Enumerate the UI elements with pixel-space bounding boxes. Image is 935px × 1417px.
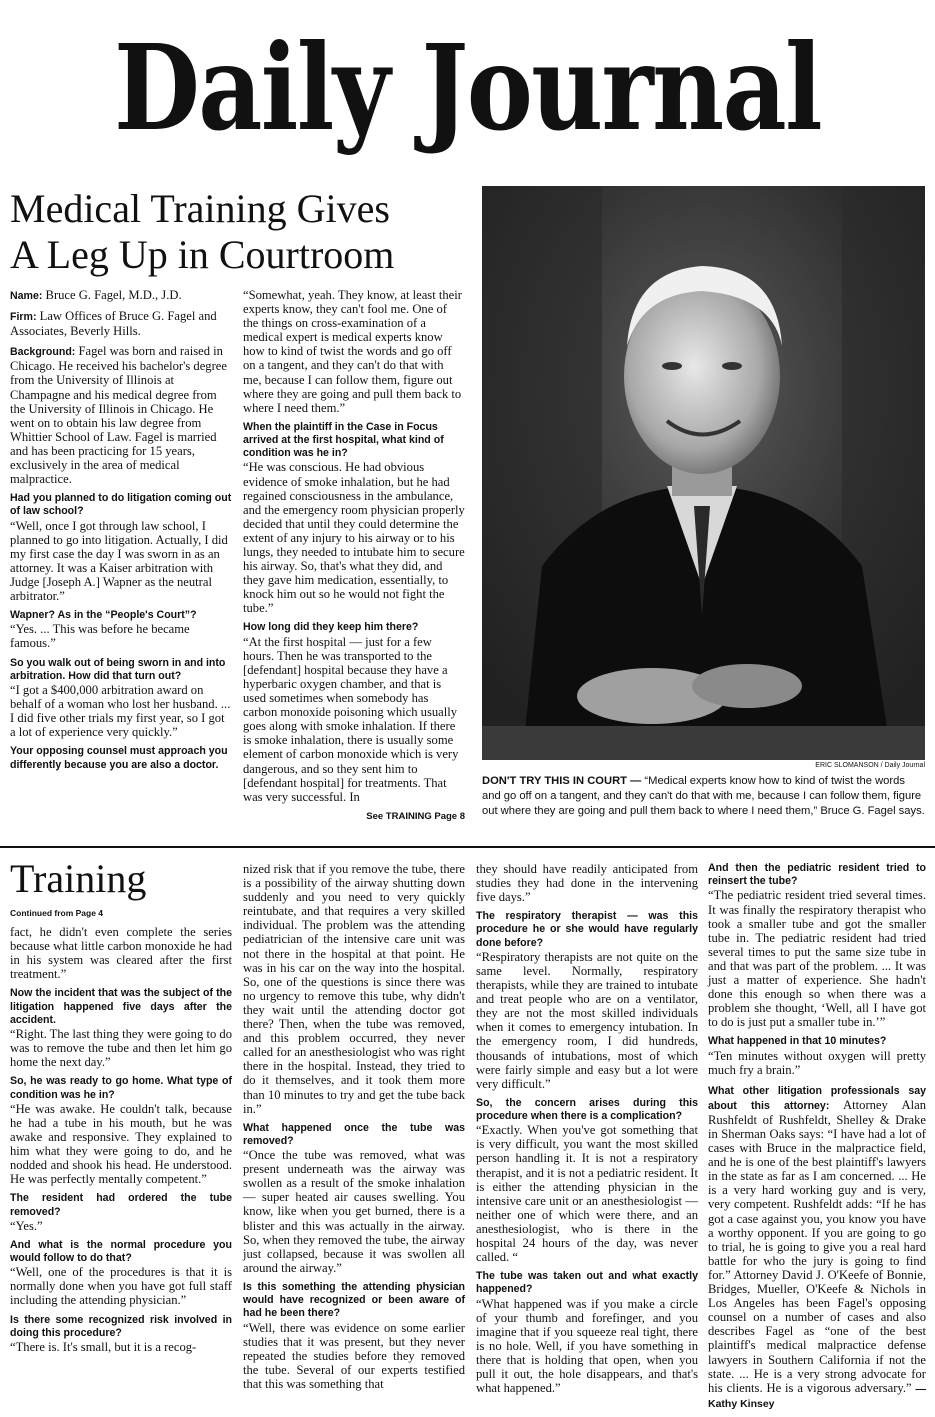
answer: “Well, one of the procedures is that it is normally done when you have got full staff including the attending physician.” <box>10 1265 232 1308</box>
headline <box>10 186 470 278</box>
background-value: Fagel was born and raised in Chicago. He received his bachelor's degree from the University of Illinois at Champagne and his medical degree from the University of Illinois in Chicago. He went on to obtain his law degree from Whittier School of Law. Fagel is married and has been practicing for 15 years, exclusively in the area of medical malpractice. <box>10 344 227 487</box>
name-value: Bruce G. Fagel, M.D., J.D. <box>42 288 182 302</box>
answer: “At the first hospital — just for a few hours. Then he was transported to the [defendant] hospital because they have a hyperbaric oxygen chamber, and that is used sometimes when somebody has carbon monoxide poisoning which usually goes along with smoke inhalation. If there is smoke inhalation, there is usually some element of carbon monoxide which is very dangerous, and so they sent him to [defendant hospital] for treatments. That was very successful. In <box>243 634 459 804</box>
answer: “I got a $400,000 arbitration award on behalf of a woman who lost her husband. ... I did five other trials my first year, so I got a lot of experience very quickly.” <box>10 682 231 740</box>
paragraph: fact, he didn't even complete the series because what little carbon monoxide he had in his system was cleared after the first treatment.” <box>10 925 232 982</box>
training-column-1 <box>10 906 232 1360</box>
answer: “Exactly. When you've got something that is very difficult, you want the most skilled person handling it. It is not a respiratory therapist, and it is not a pediatric resident. It is either the attending physician in the intensive care unit or an anesthesiologist — neither one of which were there, and an anesthesiologist, who is there in the hospital 24 hours of the day, was never called. “ <box>476 1123 698 1265</box>
answer: “There is. It's small, but it is a recog- <box>10 1339 197 1354</box>
question: When the plaintiff in the Case in Focus arrived at the first hospital, what kind of condition was he in? <box>243 420 444 460</box>
question: Wapner? As in the “People's Court”? <box>10 609 197 622</box>
background-label: Background: <box>10 346 76 359</box>
answer: “Yes.” <box>10 1218 43 1233</box>
training-column-3 <box>476 862 698 1401</box>
answer: “He was conscious. He had obvious evidence of smoke inhalation, but he had regained consciousness in the ambulance, and the emergency room physician properly decided that until they could determine the extent of any injury to his airway or to his lungs, they needed to intubate him to secure his airway. So, that's what they did, and they gave him medication, essentially, to knock him out so he would not fight the tube.” <box>243 460 465 616</box>
question: So, he was ready to go home. What type of condition was he in? <box>10 1075 232 1101</box>
paragraph: nized risk that if you remove the tube, there is a possibility of the airway shutting down suddenly and you need to very quickly reintubate, and that requires a very skilled individual. The problem was the attending pediatrician of the intensive care unit was not there in the hospital at that point. He was in his car on the way into the hospital. So, one of the questions is since there was no urgency to remove this tube, why didn't they wait until the attending doctor got there? Then, when the tube was removed, and this problem occurred, they never called for an anesthesiologist who was right there in the hospital. Instead, they tried to do it themselves, and it took them more than 10 minutes to try and get the tube back in.” <box>243 862 465 1116</box>
article-column-1 <box>10 288 232 772</box>
caption-text: “Medical experts know how to kind of twist the words and go off on a tangent, and they can't do that with me, because I can follow them, figure out where they are going and pull them back to where I need them,” Bruce G. Fagel says. <box>482 775 925 817</box>
question: And then the pediatric resident tried to reinsert the tube? <box>708 862 926 888</box>
article-column-2 <box>243 288 465 824</box>
headline-line-2: A Leg Up in Courtroom <box>10 232 395 277</box>
training-column-4 <box>708 862 926 1417</box>
photo-credit: ERIC SLOMANSON / Daily Journal <box>815 762 925 769</box>
question: What other litigation professionals say about this attorney: <box>708 1084 926 1112</box>
jump-line: See TRAINING Page 8 <box>366 810 465 822</box>
question: And what is the normal procedure you would follow to do that? <box>10 1238 232 1265</box>
question: So you walk out of being sworn in and into arbitration. How did that turn out? <box>10 656 226 682</box>
question: The resident had ordered the tube removed? <box>10 1192 232 1218</box>
photo-caption <box>482 774 926 819</box>
section-divider <box>0 846 935 848</box>
question: Had you planned to do litigation coming out of law school? <box>10 492 232 518</box>
answer: “Yes. ... This was before he became famous.” <box>10 622 190 651</box>
continued-line: Continued from Page 4 <box>10 908 104 918</box>
answer: “Somewhat, yeah. They know, at least their experts know, they can't fool me. One of the things on cross-examination of a medical expert is medical experts know how to kind of twist the words and go off on a tangent, and they can't do that with me, because I can follow them, figure out where they are going and pull them back to where I need them.” <box>243 288 462 415</box>
byline: — Kathy Kinsey <box>708 1382 927 1410</box>
name-label: Name: <box>10 290 43 302</box>
masthead: Daily Journal <box>113 18 821 157</box>
paragraph: they should have readily anticipated from studies they had done in the intervening five days.” <box>476 862 698 905</box>
answer: “Once the tube was removed, what was present underneath was the airway was swollen as a result of the smoke inhalation — super heated air causes swelling. You know, like when you get burned, there is a blister and this was actually in the airway. So, when they removed the tube, the airway just collapsed, because it was swollen all around the airway.” <box>243 1148 465 1275</box>
training-column-2 <box>243 862 465 1397</box>
question: The tube was taken out and what exactly happened? <box>476 1270 698 1296</box>
question: So, the concern arises during this procedure when there is a complication? <box>476 1096 698 1123</box>
answer: “Well, there was evidence on some earlier studies that it was present, but they never repeated the studies before they removed the tube. Several of our experts testified that this was something that <box>243 1320 465 1391</box>
portrait-illustration <box>482 186 925 760</box>
answer: “What happened was if you make a circle of your thumb and forefinger, and you imagine that if you squeeze real tight, there is no hole. Well, if you have something in there that is holding that open, when you pull it out, the hole disappears, and that's what happened.” <box>476 1296 698 1396</box>
question: The respiratory therapist — was this procedure he or she would have regularly done before? <box>476 910 698 949</box>
answer: “The pediatric resident tried several times. It was finally the respiratory therapist who took a smaller tube and got the smaller tube in. The pediatric resident had tried several times to put the same size tube in and that was part of the problem. ... It was just a matter of experience. She hadn't done this enough so when there was a problem she thought, ‘Well, all I have got to do is just put a smaller tube in.’” <box>708 888 926 1030</box>
headline-line-1: Medical Training Gives <box>10 186 390 231</box>
answer: “Well, once I got through law school, I planned to go into litigation. Actually, I did my first case the day I was sworn in as an attorney. It was a Kaiser arbitration with Judge [Joseph A.] Wapner as the neutral arbitrator.” <box>10 518 228 604</box>
caption-lead: DON'T TRY THIS IN COURT — <box>482 775 642 787</box>
firm-value: Law Offices of Bruce G. Fagel and Associates, Beverly Hills. <box>10 309 217 339</box>
firm-label: Firm: <box>10 311 37 324</box>
answer: “He was awake. He couldn't talk, because he had a tube in his mouth, but he was awake and responsive. They explained to him what they were going to do, and he nodded and shook his head. He understood. He was perfectly mentally competent.” <box>10 1101 232 1187</box>
question: What happened once the tube was removed? <box>243 1121 465 1147</box>
question: Is this something the attending physician would have recognized or been aware of had he been there? <box>243 1280 465 1320</box>
answer: “Respiratory therapists are not quite on the same level. Normally, respiratory therapists, while they are trained to intubate and treat people who are on a ventilator, they are not the most skilled individuals when it comes to emergency intubation. In the emergency room, I did hundreds, thousands of intubations, most of which were fairly simple and easy but a lot were very difficult.” <box>476 949 698 1091</box>
question: How long did they keep him there? <box>243 621 419 634</box>
answer: “Ten minutes without oxygen will pretty much fry a brain.” <box>708 1048 926 1077</box>
answer: “Right. The last thing they were going to do was to remove the tube and then let him go home the next day.” <box>10 1027 232 1070</box>
section-title: Training <box>10 856 147 901</box>
question: Is there some recognized risk involved in doing this procedure? <box>10 1313 232 1339</box>
answer: Attorney Alan Rushfeldt of Rushfeldt, Shelley & Drake in Sherman Oaks says: “I have had a lot of cases with Bruce in the malpractice field, and he is one of the best plaintiff's lawyers in the state as far as I am concerned. ... He is a very hard working guy and is very, very competent. Rushfeldt adds: “If he has got a case against you, you know you have a worthy opponent. If you are going to go to trial, he is going to give you a real hard battle for who the jury is going to find for.” Attorney David J. O'Keefe of Bonnie, Bridges, Mueller, O'Keefe & Nichols in Los Angeles has been Fagel's opposing counsel on a number of cases and also describes Fagel as “one of the best plaintiff's medical malpractice defense lawyers in Southern California if not the state. ... He is a very strong advocate for his clients. He is a vigorous adversary.” <box>708 1097 926 1395</box>
portrait-photo <box>482 186 925 760</box>
question: Now the incident that was the subject of the litigation happened five days after the accident. <box>10 987 232 1026</box>
question: Your opposing counsel must approach you differently because you are also a doctor. <box>10 745 228 771</box>
question: What happened in that 10 minutes? <box>708 1035 887 1048</box>
